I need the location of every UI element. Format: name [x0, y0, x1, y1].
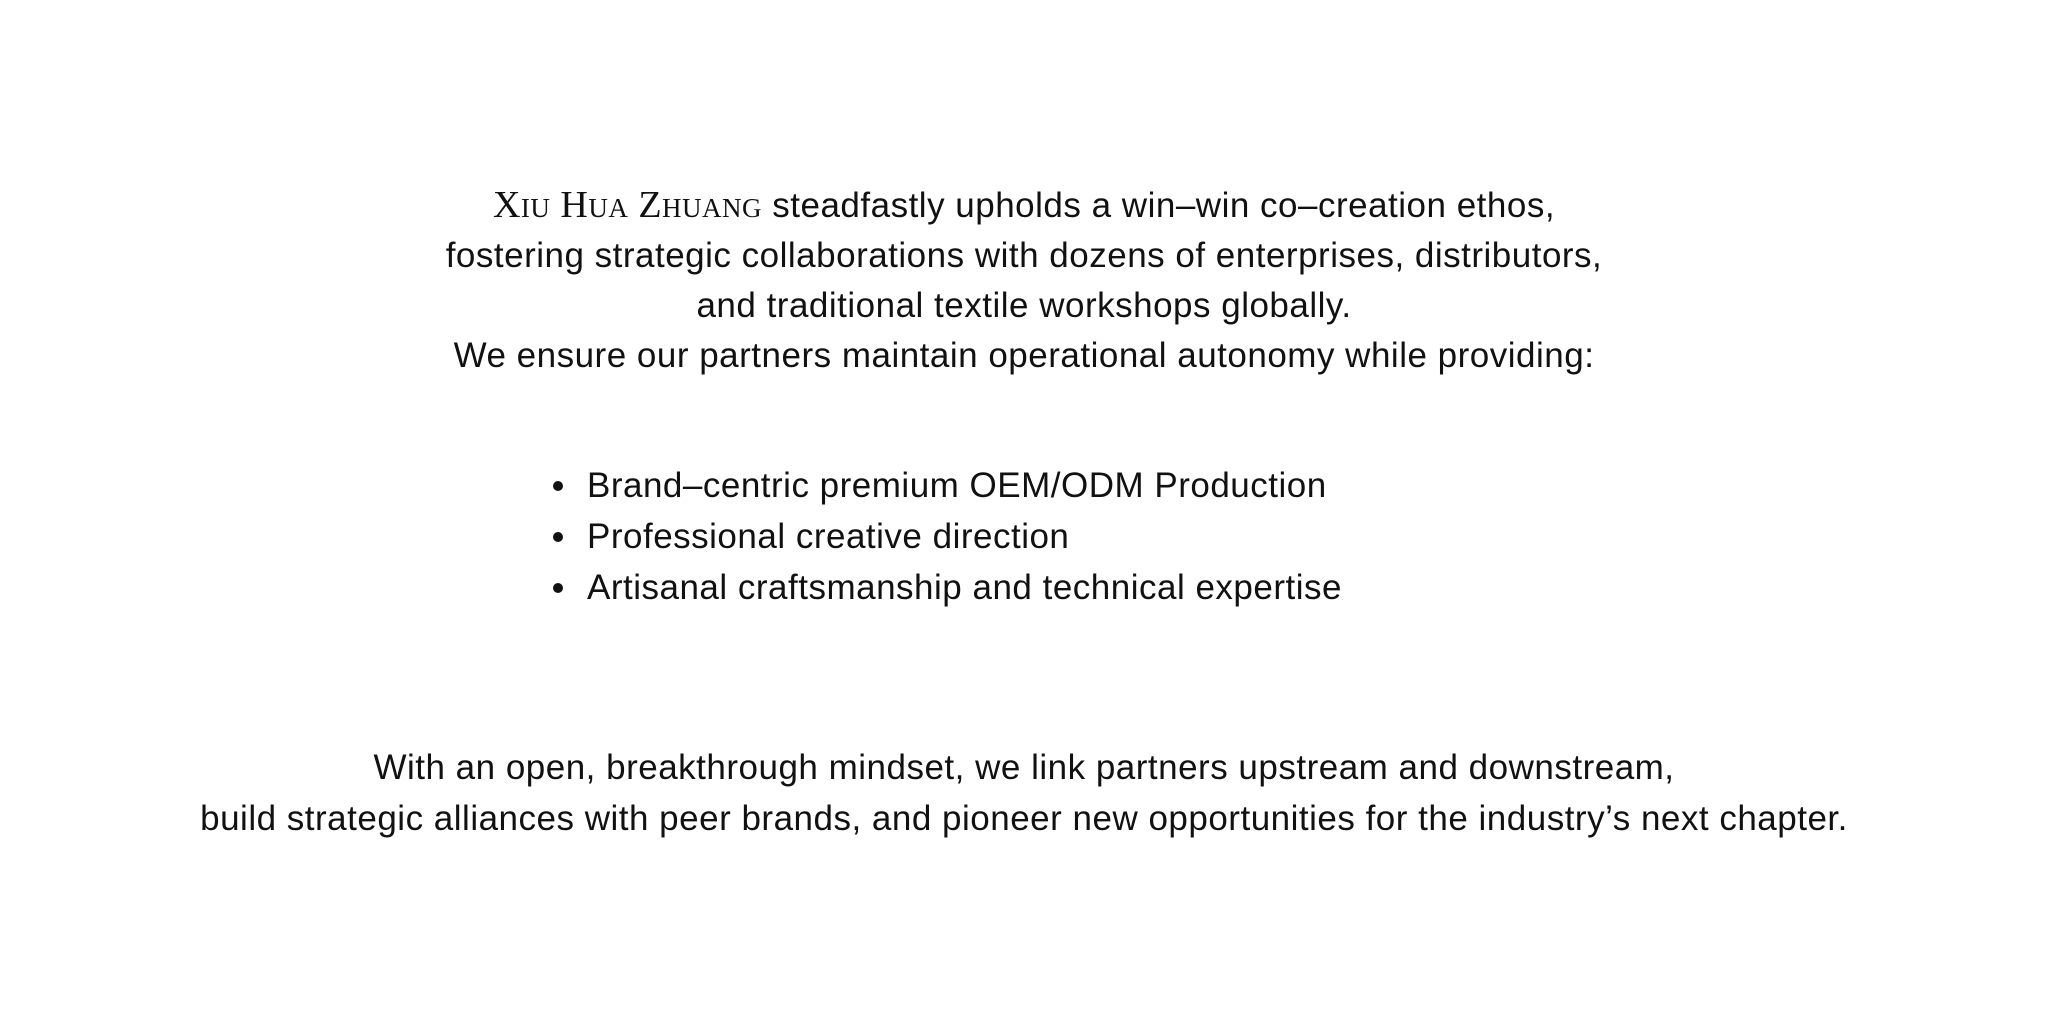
service-label: Artisanal craftsmanship and technical expertise [587, 568, 1342, 607]
services-list [550, 460, 1342, 613]
brand-name: Xiu Hua Zhuang [492, 184, 763, 226]
list-item [550, 562, 1342, 613]
service-label: Brand–centric premium OEM/ODM Production [587, 466, 1327, 505]
intro-line-3: and traditional textile workshops globally. [696, 286, 1352, 325]
intro-section [0, 180, 2048, 381]
bullet-icon [553, 583, 563, 593]
bullet-icon [553, 481, 563, 491]
intro-line-1-text: steadfastly upholds a win–win co–creation ethos, [762, 186, 1556, 225]
list-item [550, 460, 1342, 511]
service-label: Professional creative direction [587, 517, 1070, 556]
intro-line-1 [0, 180, 2048, 231]
intro-line-4: We ensure our partners maintain operational autonomy while providing: [453, 336, 1595, 375]
bullet-icon [553, 532, 563, 542]
list-item [550, 511, 1342, 562]
intro-line-2: fostering strategic collaborations with dozens of enterprises, distributors, [445, 236, 1603, 275]
closing-section [0, 742, 2048, 844]
closing-line-1: With an open, breakthrough mindset, we link partners upstream and downstream, [373, 748, 1675, 787]
closing-line-2: build strategic alliances with peer brands, and pioneer new opportunities for the industry’s next chapter. [200, 799, 1848, 838]
